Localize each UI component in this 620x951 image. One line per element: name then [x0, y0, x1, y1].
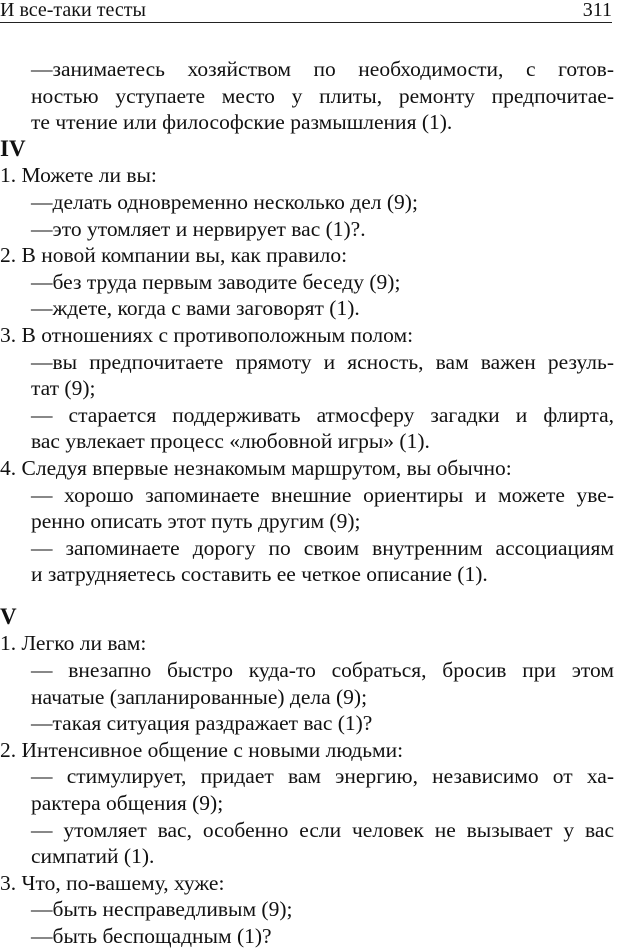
- section-gap: [0, 588, 614, 604]
- answer-option: —ждете, когда с вами заговорят (1).: [31, 296, 360, 321]
- answer-option: — утомляет вас, особенно если человек не вызывает у вас: [31, 817, 614, 842]
- question: 4. Следуя впервые незнакомым маршрутом, вы обычно:: [0, 455, 512, 480]
- answer-option: — хорошо запоминаете внешние ориентиры и можете уве-: [31, 482, 614, 507]
- question: 1. Легко ли вам:: [0, 631, 147, 656]
- question: 2. Интенсивное общение с новыми людьми:: [0, 737, 404, 762]
- answer-option: — запоминаете дорогу по своим внутренним ассоциациям: [31, 535, 614, 560]
- answer-option: —быть беспощадным (1)?: [31, 924, 272, 948]
- text-line: ностью уступаете место у плиты, ремонту предпочитае-: [31, 83, 614, 108]
- page-number: 311: [582, 0, 612, 21]
- answer-option: —вы предпочитаете прямоту и ясность, вам важен резуль-: [31, 349, 614, 374]
- text-line: —занимаетесь хозяйством по необходимости, с готов-: [31, 57, 614, 81]
- answer-option: — старается поддерживать атмосферу загадки и флирта,: [31, 402, 614, 427]
- section-v: [0, 604, 614, 950]
- intro-paragraph: [0, 56, 614, 136]
- answer-continuation: тат (9);: [31, 376, 96, 401]
- answer-continuation: и затрудняетесь составить ее четкое описание (1).: [31, 562, 488, 587]
- answer-continuation: рактера общения (9);: [31, 791, 224, 816]
- answer-option: — стимулирует, придает вам энергию, независимо от ха-: [31, 764, 614, 789]
- question: 3. В отношениях с противоположным полом:: [0, 322, 414, 347]
- question: 2. В новой компании вы, как правило:: [0, 243, 348, 268]
- answer-continuation: симпатий (1).: [31, 844, 155, 869]
- section-heading: V: [0, 603, 17, 629]
- answer-option: —делать одновременно несколько дел (9);: [31, 189, 418, 214]
- text-line: те чтение или философские размышления (1).: [31, 110, 453, 135]
- answer-option: —быть несправедливым (9);: [31, 897, 293, 922]
- question: 1. Можете ли вы:: [0, 163, 157, 188]
- question: 3. Что, по-вашему, хуже:: [0, 870, 225, 895]
- running-header: [0, 0, 612, 23]
- chapter-title: И все-таки тесты: [0, 0, 146, 21]
- answer-continuation: вас увлекает процесс «любовной игры» (1).: [31, 429, 430, 454]
- answer-continuation: начатые (запланированные) дела (9);: [31, 684, 368, 709]
- answer-option: —такая ситуация раздражает вас (1)?: [31, 711, 373, 736]
- page-body: [0, 56, 614, 950]
- section-iv: [0, 136, 614, 588]
- section-heading: IV: [0, 135, 26, 161]
- answer-continuation: ренно описать этот путь другим (9);: [31, 509, 361, 534]
- answer-option: — внезапно быстро куда-то собраться, бросив при этом: [31, 658, 614, 683]
- answer-option: —без труда первым заводите беседу (9);: [31, 269, 401, 294]
- answer-option: —это утомляет и нервирует вас (1)?.: [31, 216, 366, 241]
